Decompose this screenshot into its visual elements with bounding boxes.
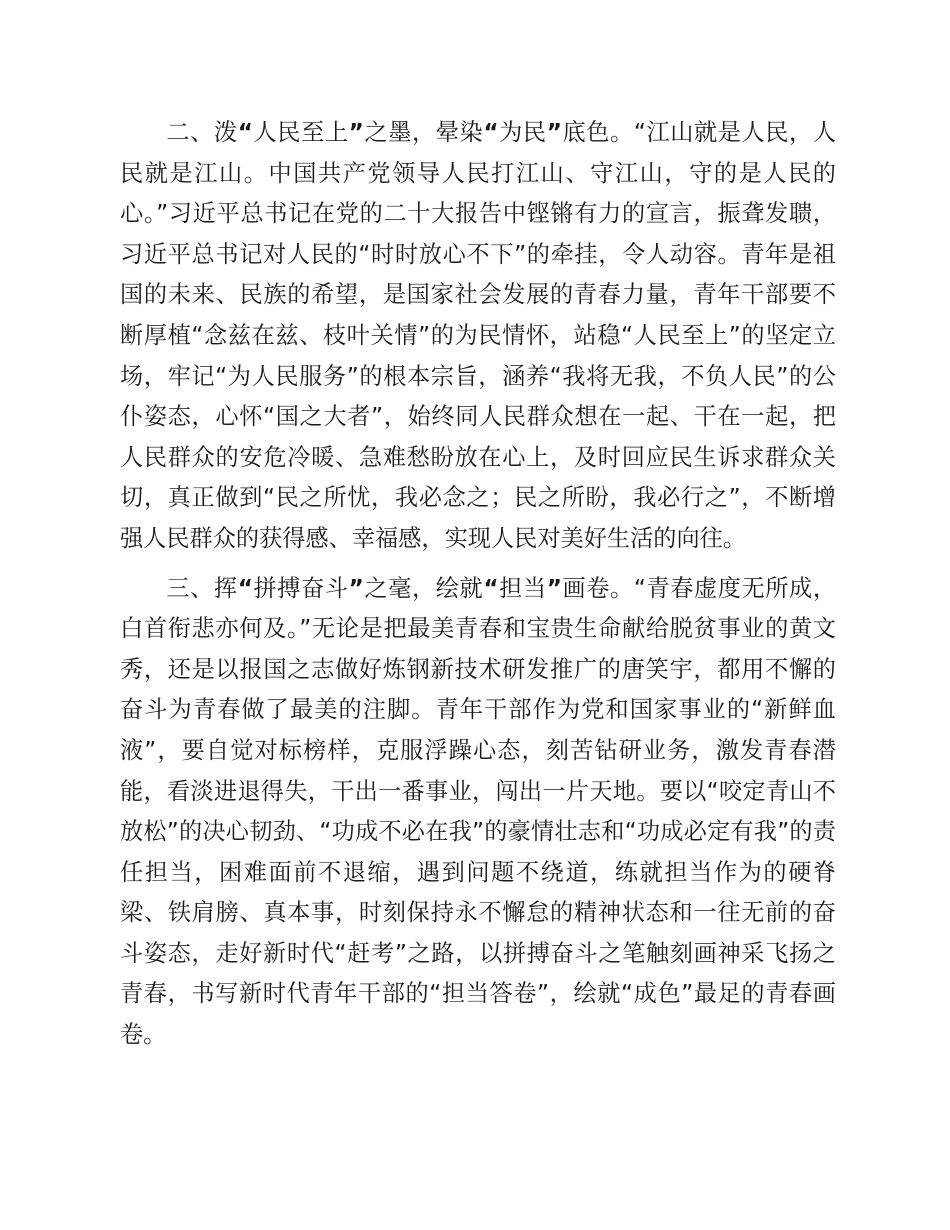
section-two-key-2: 为民 [498, 119, 547, 146]
section-two-quote-close-2: ” [546, 119, 562, 146]
section-two-heading [166, 119, 633, 146]
paragraph-section-three [120, 569, 836, 1056]
section-two-lead-3: 底色。 [561, 119, 634, 146]
section-two-quote-open-2: “ [483, 119, 499, 146]
document-body [120, 113, 836, 1056]
section-two-quote-open-1: “ [237, 119, 253, 146]
section-three-lead-2: 之毫，绘就 [363, 574, 484, 602]
section-two-key-1: 人民至上 [252, 119, 349, 146]
section-three-lead-1: 三、挥 [166, 574, 238, 602]
section-three-body: “青春虚度无所成，白首衔悲亦何及。”无论是把最美青春和宝贵生命献给脱贫事业的黄文秀，还是以报国之志做好炼钢新技术研发推广的唐笑宇，都用不懈的奋斗为青春做了最美的注脚。青年干部作为党和国家事业的“新鲜血液”，要自觉对标榜样，克服浮躁心态，刻苦钻研业务，激发青春潜能，看淡进退得失，干出一番事业，闯出一片天地。要以“咬定青山不放松”的决心韧劲、“功成不必在我”的豪情壮志和“功成必定有我”的责任担当，困难面前不退缩，遇到问题不绕道，练就担当作为的硬脊梁、铁肩膀、真本事，时刻保持永不懈怠的精神状态和一往无前的奋斗姿态，走好新时代“赶考”之路，以拼搏奋斗之笔触刻画神采飞扬之青春，书写新时代青年干部的“担当答卷”，绘就“成色”最足的青春画卷。 [120, 574, 837, 1049]
section-three-lead-3: 画卷。 [561, 574, 634, 602]
paragraph-section-two [120, 113, 836, 560]
section-two-lead-2: 之墨，晕染 [363, 119, 484, 146]
section-two-quote-close-1: ” [348, 119, 364, 146]
section-three-quote-open-1: “ [237, 574, 253, 602]
section-three-heading [166, 575, 633, 602]
section-three-quote-close-2: ” [546, 574, 562, 602]
section-three-quote-close-1: ” [348, 574, 364, 602]
section-three-quote-open-2: “ [483, 574, 499, 602]
section-two-body: “江山就是人民，人民就是江山。中国共产党领导人民打江山、守江山，守的是人民的心。”习近平总书记在党的二十大报告中铿锵有力的宣言，振聋发聩，习近平总书记对人民的“时时放心不下”的牵挂，令人动容。青年是祖国的未来、民族的希望，是国家社会发展的青春力量，青年干部要不断厚植“念兹在兹、枝叶关情”的为民情怀，站稳“人民至上”的坚定立场，牢记“为人民服务”的根本宗旨，涵养“我将无我，不负人民”的公仆姿态，心怀“国之大者”，始终同人民群众想在一起、干在一起，把人民群众的安危冷暖、急难愁盼放在心上，及时回应民生诉求群众关切，真正做到“民之所忧，我必念之；民之所盼，我必行之”，不断增强人民群众的获得感、幸福感，实现人民对美好生活的向往。 [120, 119, 837, 552]
section-two-lead-1: 二、泼 [166, 119, 238, 146]
section-three-key-2: 担当 [498, 574, 547, 602]
section-three-key-1: 拼搏奋斗 [252, 574, 349, 602]
